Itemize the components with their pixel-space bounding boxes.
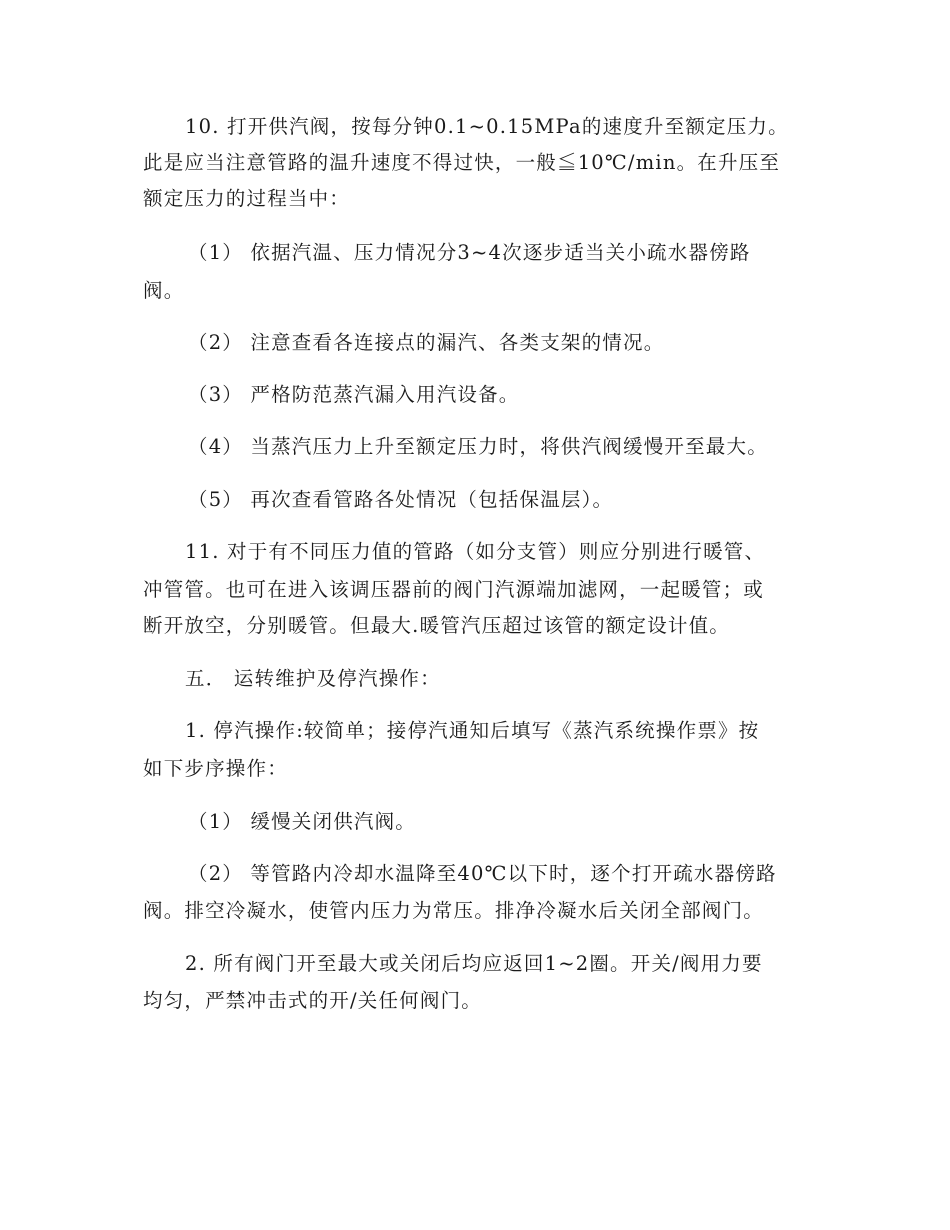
text-line: 冲管管。也可在进入该调压器前的阀门汽源端加滤网，一起暖管；或 [143,578,765,601]
text-line: （3） 严格防范蒸汽漏入用汽设备。 [188,383,520,406]
text-line: 断开放空，分别暖管。但最大.暖管汽压超过该管的额定设计值。 [143,614,730,637]
text-line: 均匀，严禁冲击式的开/关任何阀门。 [143,989,482,1012]
text-line: （4） 当蒸汽压力上升至额定压力时，将供汽阀缓慢开至最大。 [188,435,768,458]
text-line: 如下步序操作： [143,757,288,780]
text-line: 2. 所有阀门开至最大或关闭后均应返回1~2圈。开关/阀用力要 [185,952,763,975]
text-line: （1） 缓慢关闭供汽阀。 [188,810,417,833]
text-line: （2） 注意查看各连接点的漏汽、各类支架的情况。 [188,331,665,354]
text-line: （1） 依据汽温、压力情况分3~4次逐步适当关小疏水器傍路 [188,241,751,264]
text-line: 额定压力的过程当中： [143,187,351,210]
text-line: （5） 再次查看管路各处情况（包括保温层）。 [188,488,614,511]
text-line: 阀。 [143,279,185,302]
section-heading: 五． 运转维护及停汽操作： [185,667,441,690]
text-line: 阀。排空冷凝水，使管内压力为常压。排净冷凝水后关闭全部阀门。 [143,899,765,922]
text-line: 11. 对于有不同压力值的管路（如分支管）则应分别进行暖管、 [185,540,766,563]
text-line: 此是应当注意管路的温升速度不得过快，一般≦10℃/min。在升压至 [143,151,781,174]
text-line: 1. 停汽操作:较简单；接停汽通知后填写《蒸汽系统操作票》按 [185,719,760,742]
text-line: 10. 打开供汽阀，按每分钟0.1~0.15MPa的速度升至额定压力。 [185,115,789,138]
text-line: （2） 等管路内冷却水温降至40℃以下时，逐个打开疏水器傍路 [188,862,777,885]
